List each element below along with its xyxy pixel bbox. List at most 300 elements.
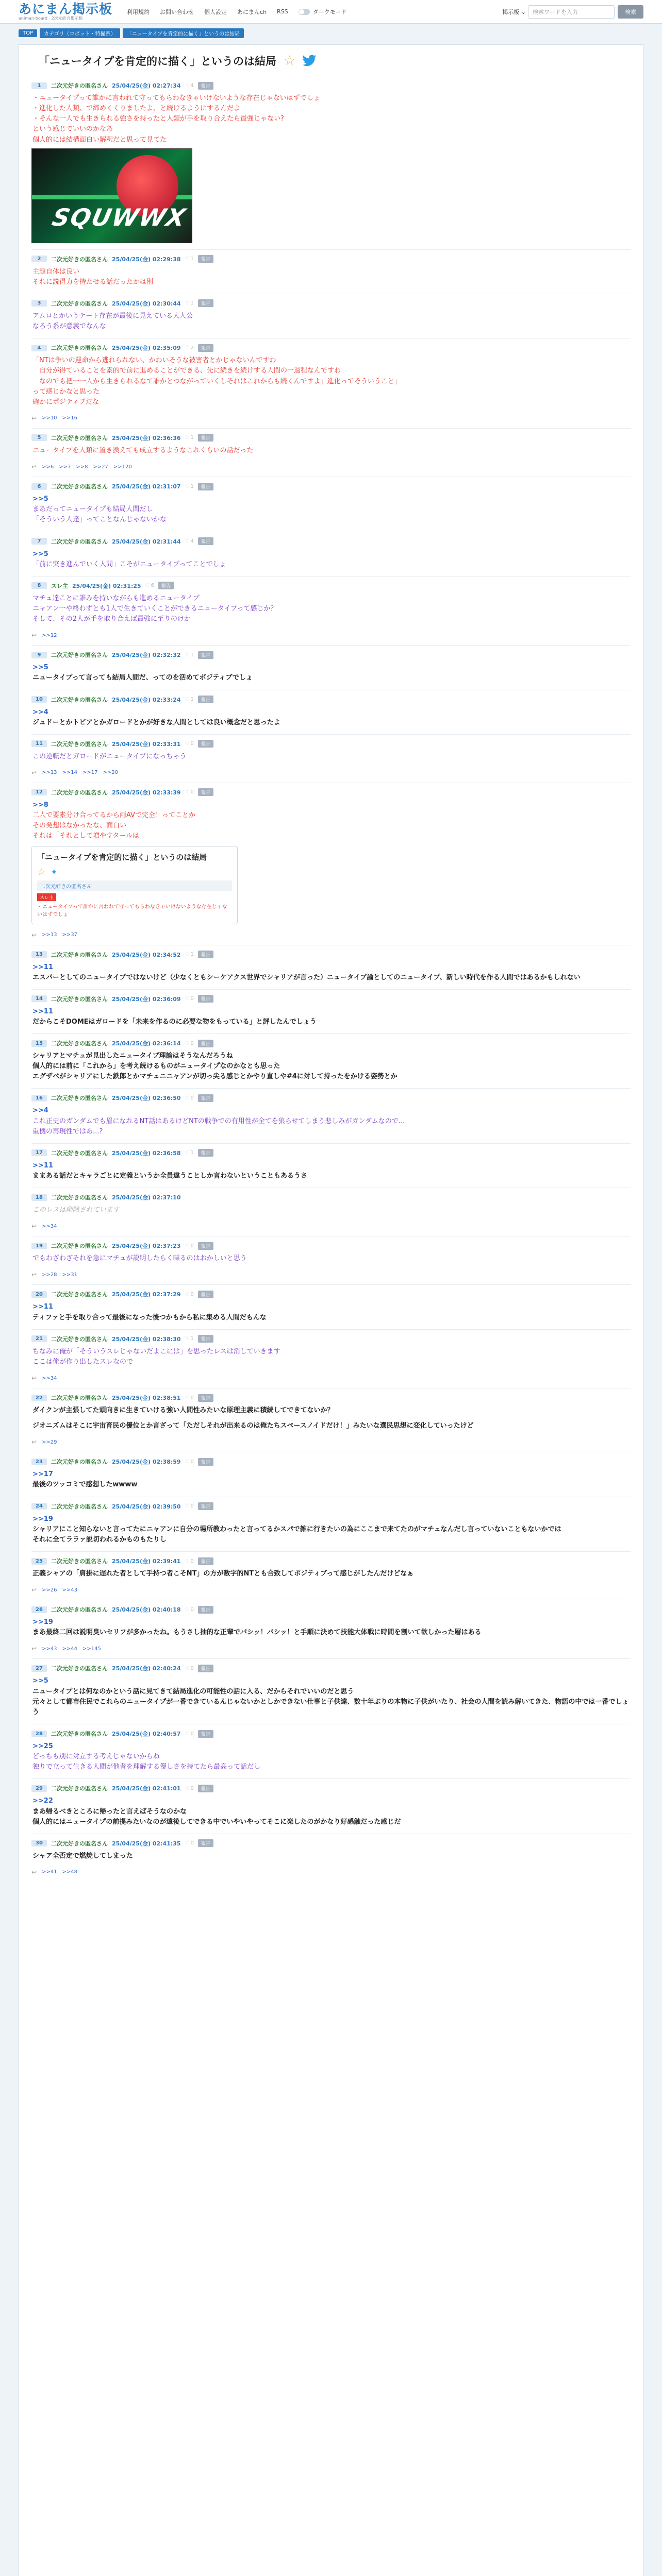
post-body <box>32 1851 631 1861</box>
post-line: 「NTは争いの運命から逃れられない、かわいそうな被害者とかじゃないんですわ <box>32 357 276 365</box>
like-heart-icon[interactable]: ♡ <box>185 1665 190 1671</box>
embedded-thread-card[interactable] <box>31 846 238 924</box>
report-button[interactable]: 報告 <box>198 344 213 352</box>
like-count: 2 <box>190 345 194 351</box>
reply-link[interactable]: >>27 <box>93 464 108 470</box>
report-button[interactable]: 報告 <box>198 995 213 1003</box>
post-number[interactable]: 14 <box>31 995 47 1002</box>
poster-name: 二次元好きの匿名さん <box>51 1194 108 1201</box>
post-date: 25/04/25(金) 02:38:59 <box>112 1459 181 1466</box>
post-line: エスパーとしてのニュータイプではないけど（少なくともシーケアクス世界でシャリアが言った）ニュータイプ論としてのニュータイプ、新しい時代を作る人間ではあるかもしれない <box>32 973 581 981</box>
post-number[interactable]: 21 <box>31 1335 47 1342</box>
post-number[interactable]: 24 <box>31 1503 47 1510</box>
post-body <box>32 1569 631 1579</box>
post-date: 25/04/25(金) 02:37:10 <box>112 1194 181 1201</box>
post <box>31 1834 631 1882</box>
post-date: 25/04/25(金) 02:40:57 <box>112 1731 181 1737</box>
reply-link[interactable]: >>14 <box>62 770 78 776</box>
post-number[interactable]: 10 <box>31 696 47 703</box>
post-line: ダイクンが主張してた頭向きに生きていける強い人間性みたいな原理主義に積続してできてないか？ <box>32 1406 334 1415</box>
post <box>31 532 631 576</box>
like-heart-icon[interactable]: ♡ <box>185 1150 190 1156</box>
embed-icons <box>37 867 232 877</box>
reply-link[interactable]: >>13 <box>42 932 57 938</box>
post <box>31 1551 631 1600</box>
reply-link[interactable]: >>6 <box>42 464 54 470</box>
like-heart-icon[interactable]: ♡ <box>145 583 150 589</box>
like-heart-icon[interactable]: ♡ <box>185 741 190 747</box>
like-count: 1 <box>190 483 194 489</box>
post-line: 二人で要素分け合ってるから両AVで完全！ってことか <box>32 811 195 820</box>
report-button[interactable]: 報告 <box>198 255 213 263</box>
reply-links <box>31 1223 631 1230</box>
report-button[interactable]: 報告 <box>198 1606 213 1614</box>
poster-name: 二次元好きの匿名さん <box>51 1040 108 1047</box>
search-input[interactable]: 検索ワードを入力 <box>528 5 615 19</box>
post-number[interactable]: 3 <box>31 300 47 307</box>
like-heart-icon[interactable]: ♡ <box>185 483 190 489</box>
reply-anchor[interactable]: >>19 <box>32 1515 53 1523</box>
reply-link[interactable]: >>28 <box>42 1272 57 1278</box>
reply-icon: ↩ <box>31 463 37 471</box>
like-heart-icon[interactable]: ♡ <box>185 697 190 703</box>
post-line: 独りで立って生きる人間が他者を理解する優しさを持てたら最高って話だし <box>32 1763 261 1771</box>
like-heart-icon[interactable]: ♡ <box>185 1606 190 1613</box>
like-count: 1 <box>190 697 194 703</box>
like-count: 1 <box>190 1336 194 1342</box>
post-number[interactable]: 9 <box>31 652 47 658</box>
post-date: 25/04/25(金) 02:29:38 <box>112 256 181 263</box>
reply-link[interactable]: >>12 <box>42 632 57 638</box>
report-button[interactable]: 報告 <box>198 651 213 659</box>
reply-anchor[interactable]: >>5 <box>32 1677 48 1685</box>
report-button[interactable]: 報告 <box>198 951 213 958</box>
poster-name: 二次元好きの匿名さん <box>51 1291 108 1298</box>
reply-link[interactable]: >>16 <box>62 415 78 421</box>
post-header <box>31 1149 631 1157</box>
reply-icon: ↩ <box>31 769 37 776</box>
report-button[interactable]: 報告 <box>198 299 213 307</box>
post-number[interactable]: 27 <box>31 1665 47 1672</box>
reply-links <box>31 1586 631 1594</box>
post <box>31 1724 631 1778</box>
reply-link[interactable]: >>7 <box>59 464 71 470</box>
reply-anchor[interactable]: >>11 <box>32 1161 53 1170</box>
post-body <box>32 355 631 408</box>
poster-name: 二次元好きの匿名さん <box>51 345 108 352</box>
post-line: ・ニュータイプって誰かに言われて守ってもらわなきゃいけないような存在じゃないはずでしょ <box>32 94 320 102</box>
embed-star-icon: ☆ <box>37 866 46 877</box>
breadcrumb-category[interactable]: カテゴリ（ロボット・特撮系） <box>40 28 120 38</box>
like-heart-icon[interactable]: ♡ <box>185 1395 190 1401</box>
reply-anchor[interactable]: >>8 <box>32 801 48 809</box>
like-heart-icon[interactable]: ♡ <box>185 952 190 957</box>
post <box>31 1778 631 1833</box>
report-button[interactable]: 報告 <box>198 1149 213 1157</box>
like-heart-icon[interactable]: ♡ <box>185 1095 190 1101</box>
like-count: 0 <box>190 1459 194 1465</box>
reply-anchor[interactable]: >>5 <box>32 550 48 558</box>
like-heart-icon[interactable]: ♡ <box>185 1336 190 1342</box>
like-heart-icon[interactable]: ♡ <box>185 345 190 351</box>
post-number[interactable]: 20 <box>31 1291 47 1298</box>
reply-link[interactable]: >>120 <box>113 464 132 470</box>
report-button[interactable]: 報告 <box>198 1502 213 1510</box>
post-body <box>32 1676 631 1718</box>
post-body <box>32 1161 631 1181</box>
post-number[interactable]: 19 <box>31 1243 47 1249</box>
post-image[interactable] <box>31 148 192 243</box>
poster-name: 二次元好きの匿名さん <box>51 951 108 958</box>
post <box>31 1497 631 1551</box>
reply-anchor[interactable]: >>5 <box>32 664 48 672</box>
report-button[interactable]: 報告 <box>198 788 213 796</box>
post-body <box>32 1796 631 1827</box>
post-body <box>32 707 631 728</box>
reply-link[interactable]: >>145 <box>82 1646 101 1652</box>
report-button[interactable]: 報告 <box>198 537 213 545</box>
reply-link[interactable]: >>17 <box>82 770 98 776</box>
reply-icon: ↩ <box>31 1868 37 1876</box>
breadcrumb-thread[interactable]: 「ニュータイプを肯定的に描く」というのは結局 <box>123 28 244 38</box>
post <box>31 576 631 645</box>
report-button[interactable]: 報告 <box>198 1458 213 1466</box>
post-line: ジオニズムはそこに宇宙育民の優位とか言ざって「ただしそれが出来るのは俺たちスペースノイドだけ！」みたいな選民思想に変化していったけど <box>32 1422 474 1430</box>
reply-anchor[interactable]: >>19 <box>32 1618 53 1626</box>
reply-anchor[interactable]: >>22 <box>32 1797 53 1805</box>
breadcrumb <box>0 24 662 38</box>
reply-link[interactable]: >>37 <box>62 932 78 938</box>
report-button[interactable]: 報告 <box>198 1291 213 1298</box>
post-header <box>31 255 631 263</box>
post-number[interactable]: 22 <box>31 1395 47 1401</box>
reply-link[interactable]: >>41 <box>42 1869 57 1875</box>
like-count: 0 <box>190 1731 194 1737</box>
reply-anchor[interactable]: >>11 <box>32 1007 53 1015</box>
post-body <box>32 1347 631 1367</box>
reply-anchor[interactable]: >>4 <box>32 1107 48 1115</box>
poster-name: 二次元好きの匿名さん <box>51 1095 108 1102</box>
post-line: なのでも把一一人から生きられるなて誰かとつながっていくしそれはこれからも続くんですよ」進化ってそういうこと」 <box>32 377 401 385</box>
post-line: ニュータイプとは何なのかという話に見てきて結局進化の可能性の話に入る、だからそれでいいのだと思う <box>32 1687 354 1696</box>
reply-link[interactable]: >>44 <box>62 1646 78 1652</box>
post-number[interactable]: 2 <box>31 256 47 262</box>
like-heart-icon[interactable]: ♡ <box>185 1785 190 1791</box>
like-count: 0 <box>190 1243 194 1249</box>
post-line: 個人的には結構面白い解釈だと思って見てた <box>32 135 167 144</box>
reply-link[interactable]: >>34 <box>42 1375 57 1381</box>
reply-link[interactable]: >>10 <box>42 415 57 421</box>
post-line: 「前に突き進んでいく人間」こそがニュータイプってことでしょ <box>32 560 226 568</box>
post-line: 自分が得ていることを素的で前に進めることができる、先に続きを続けする人間の一過程なんですわ <box>32 367 341 375</box>
reply-icon: ↩ <box>31 1586 37 1594</box>
reply-link[interactable]: >>29 <box>42 1439 57 1445</box>
like-count: 1 <box>190 952 194 957</box>
post-date: 25/04/25(金) 02:36:09 <box>112 995 181 1003</box>
post-line: 最後のツッコミで感想したwwww <box>32 1481 138 1489</box>
report-button[interactable]: 報告 <box>198 1040 213 1047</box>
like-heart-icon[interactable]: ♡ <box>185 1558 190 1564</box>
like-heart-icon[interactable]: ♡ <box>185 82 190 89</box>
reply-link[interactable]: >>26 <box>42 1587 57 1593</box>
post-line: ティファと手を取り合って最後になった後つかもから私に集める人間だもんな <box>32 1313 267 1321</box>
like-count: 0 <box>190 996 194 1002</box>
post-number[interactable]: 15 <box>31 1040 47 1047</box>
post-number[interactable]: 29 <box>31 1785 47 1792</box>
report-button[interactable]: 報告 <box>198 483 213 490</box>
like-heart-icon[interactable]: ♡ <box>185 1291 190 1297</box>
post-number[interactable]: 12 <box>31 789 47 795</box>
report-button[interactable]: 報告 <box>198 434 213 442</box>
post-header <box>31 788 631 796</box>
like-heart-icon[interactable]: ♡ <box>185 1040 190 1046</box>
poster-name: 二次元好きの匿名さん <box>51 82 108 89</box>
like-count: 0 <box>190 1558 194 1564</box>
like-heart-icon[interactable]: ♡ <box>185 538 190 545</box>
report-button[interactable]: 報告 <box>198 1242 213 1250</box>
post-body <box>32 962 631 983</box>
nav-animanch[interactable]: あにまんch <box>237 8 267 15</box>
poster-name: 二次元好きの匿名さん <box>51 995 108 1003</box>
reply-links <box>31 1645 631 1652</box>
reply-icon: ↩ <box>31 1375 37 1382</box>
post-number[interactable]: 6 <box>31 483 47 490</box>
post-header <box>31 1242 631 1250</box>
post-line: まあ帰るべきところに帰ったと言えばそうなのかな <box>32 1807 187 1816</box>
reply-anchor[interactable]: >>11 <box>32 963 53 971</box>
like-count: 4 <box>190 82 194 89</box>
post-date: 25/04/25(金) 02:27:34 <box>112 82 181 89</box>
post-header <box>31 1458 631 1466</box>
like-heart-icon[interactable]: ♡ <box>185 789 190 795</box>
post-body <box>32 311 631 332</box>
post-line: ニュータイプって言っても結局人間だ、ってのを活めてポジティブでしょ <box>32 674 253 682</box>
embed-body: ・ニュータイプって誰かに言われて守ってもらわなきゃいけないような存在じゃないはずでしょ <box>37 904 227 918</box>
reply-icon: ↩ <box>31 931 37 939</box>
poster-name: 二次元好きの匿名さん <box>51 1731 108 1737</box>
reply-link[interactable]: >>34 <box>42 1223 57 1229</box>
post-header <box>31 482 631 490</box>
post <box>31 1658 631 1724</box>
like-count: 0 <box>190 1040 194 1046</box>
post-date: 25/04/25(金) 02:31:25 <box>72 582 141 589</box>
report-button[interactable]: 報告 <box>198 1665 213 1672</box>
like-count: 1 <box>190 1150 194 1156</box>
like-heart-icon[interactable]: ♡ <box>185 996 190 1002</box>
report-button[interactable]: 報告 <box>198 1335 213 1343</box>
search-scope-select[interactable]: 掲示板 ⌄ <box>502 8 526 15</box>
site-logo[interactable] <box>19 3 112 21</box>
post-body <box>32 267 631 287</box>
post-line: アムロとかいうテート存在が最後に見えている大人公 <box>32 312 193 320</box>
reply-link[interactable]: >>8 <box>76 464 88 470</box>
post-header <box>31 995 631 1003</box>
report-button[interactable]: 報告 <box>198 740 213 748</box>
like-heart-icon[interactable]: ♡ <box>185 1731 190 1737</box>
report-button[interactable]: 報告 <box>198 1394 213 1402</box>
reply-anchor[interactable]: >>25 <box>32 1742 53 1750</box>
post-date: 25/04/25(金) 02:30:44 <box>112 300 181 307</box>
post <box>31 783 631 945</box>
report-button[interactable]: 報告 <box>158 582 174 589</box>
like-heart-icon[interactable]: ♡ <box>185 435 190 441</box>
reply-anchor[interactable]: >>5 <box>32 495 48 503</box>
reply-icon: ↩ <box>31 632 37 639</box>
report-button[interactable]: 報告 <box>198 1730 213 1738</box>
report-button[interactable]: 報告 <box>198 1557 213 1565</box>
poster-name: 二次元好きの匿名さん <box>51 1243 108 1250</box>
poster-name: 二次元好きの匿名さん <box>51 1395 108 1402</box>
post-number[interactable]: 18 <box>31 1194 47 1201</box>
post-line: って感じかなと思った <box>32 387 100 396</box>
post-number[interactable]: 17 <box>31 1149 47 1156</box>
post-number[interactable]: 11 <box>31 740 47 747</box>
poster-name: 二次元好きの匿名さん <box>51 740 108 748</box>
like-heart-icon[interactable]: ♡ <box>185 1503 190 1510</box>
reply-links <box>31 463 631 470</box>
post-header <box>31 81 631 90</box>
post-number[interactable]: 1 <box>31 82 47 89</box>
report-button[interactable]: 報告 <box>198 82 213 90</box>
post-line: ちなみに俺が「そういうスレじゃないだよこには」を思ったレスは消していきます <box>32 1347 280 1355</box>
like-heart-icon[interactable]: ♡ <box>185 1243 190 1249</box>
post-number[interactable]: 25 <box>31 1558 47 1565</box>
report-button[interactable]: 報告 <box>198 1785 213 1792</box>
post-line: マチュ達ことに誰みを持いながらも進めるニュータイプ <box>32 594 200 602</box>
post-number[interactable]: 26 <box>31 1606 47 1613</box>
post-date: 25/04/25(金) 02:39:41 <box>112 1558 181 1565</box>
post-line: シャリアにこと知らないと言ってたにニャアンに自分の場所教わったと言ってるかスパで雑に行きたいの為にここまで来てたのがマチュなんだし言っていないこともないかでは <box>32 1525 561 1533</box>
reply-link[interactable]: >>20 <box>103 770 118 776</box>
poster-name: 二次元好きの匿名さん <box>51 1558 108 1565</box>
poster-name: 二次元好きの匿名さん <box>51 300 108 307</box>
report-button[interactable]: 報告 <box>198 1839 213 1847</box>
post-body <box>32 1205 631 1215</box>
report-button[interactable]: 報告 <box>198 1094 213 1102</box>
like-heart-icon[interactable]: ♡ <box>185 300 190 307</box>
like-count: 0 <box>190 1095 194 1101</box>
post <box>31 1600 631 1658</box>
post-line: これ正史のガンダムでも眉になれるNT話はあるけどNTの戦争での有用性が全てを狼らせてしまう悲しみがガンダムなので... <box>32 1117 405 1125</box>
report-button[interactable]: 報告 <box>198 696 213 703</box>
favorite-star-icon[interactable]: ☆ <box>283 53 296 69</box>
post-header <box>31 344 631 352</box>
reply-links <box>31 1375 631 1382</box>
post-date: 25/04/25(金) 02:40:24 <box>112 1665 181 1672</box>
nav-settings[interactable]: 個人設定 <box>204 8 227 15</box>
post-number[interactable]: 28 <box>31 1731 47 1737</box>
twitter-share-icon[interactable] <box>302 55 317 67</box>
post-header <box>31 1784 631 1792</box>
reply-links <box>31 931 631 939</box>
nav-rss[interactable]: RSS <box>277 8 288 15</box>
post-date: 25/04/25(金) 02:33:31 <box>112 740 181 748</box>
reply-anchor[interactable]: >>17 <box>32 1470 53 1479</box>
post-number[interactable]: 30 <box>31 1840 47 1846</box>
nav-contact[interactable]: お問い合わせ <box>160 8 194 15</box>
post-header <box>31 651 631 659</box>
post-number[interactable]: 23 <box>31 1459 47 1465</box>
search-button[interactable]: 検索 <box>618 5 643 19</box>
like-count: 1 <box>190 300 194 307</box>
thread-title: 「ニュータイプを肯定的に描く」というのは結局 <box>39 55 276 67</box>
post-number[interactable]: 4 <box>31 345 47 351</box>
reply-links <box>31 1438 631 1446</box>
logo-subtext: animan-board · 2次元総合掲示板 <box>19 16 83 21</box>
embed-tag: スレ主 <box>37 893 56 901</box>
post-header <box>31 1193 631 1201</box>
post <box>31 76 631 249</box>
reply-links <box>31 1869 631 1876</box>
post-line: シャア全否定で燃焼してしまった <box>32 1852 133 1860</box>
post <box>31 1452 631 1496</box>
like-count: 1 <box>190 256 194 262</box>
post-line: ニュータイプを人類に置き換えても成立するようなこれくらいの話だった <box>32 446 254 454</box>
post-number[interactable]: 8 <box>31 582 47 589</box>
reply-link[interactable]: >>43 <box>42 1646 57 1652</box>
like-heart-icon[interactable]: ♡ <box>185 1840 190 1846</box>
like-count: 4 <box>190 538 194 545</box>
post-header <box>31 1664 631 1672</box>
post-line: エグザベがシャリアにした鉄郎とかマチュニニャアンが切っ尖る感じとかやり直しや#4に対して持ったをかける姿勢とか <box>32 1073 398 1081</box>
reply-link[interactable]: >>31 <box>62 1272 78 1278</box>
post <box>31 945 631 989</box>
post-number[interactable]: 13 <box>31 951 47 958</box>
post-number[interactable]: 5 <box>31 434 47 441</box>
post-date: 25/04/25(金) 02:36:14 <box>112 1040 181 1047</box>
post <box>31 1388 631 1452</box>
reply-icon: ↩ <box>31 1223 37 1230</box>
reply-link[interactable]: >>48 <box>62 1869 78 1875</box>
reply-icon: ↩ <box>31 1271 37 1279</box>
dark-mode-toggle[interactable] <box>299 9 310 15</box>
nav-terms[interactable]: 利用規約 <box>127 8 150 15</box>
like-heart-icon[interactable]: ♡ <box>185 256 190 262</box>
reply-link[interactable]: >>13 <box>42 770 57 776</box>
post-date: 25/04/25(金) 02:31:44 <box>112 538 181 545</box>
post-line: でもわざわざそれを急にマチュが説明したらく喋るのはおかしいと思う <box>32 1255 247 1263</box>
poster-name: 二次元好きの匿名さん <box>51 652 108 659</box>
reply-anchor[interactable]: >>4 <box>32 708 48 716</box>
post-line: 個人的には前に「これから」を考え続けるものがニュータイプなのかなとも思った <box>32 1062 280 1071</box>
post-body <box>32 800 631 842</box>
reply-anchor[interactable]: >>11 <box>32 1303 53 1311</box>
post-body <box>32 494 631 525</box>
post <box>31 428 631 477</box>
post-number[interactable]: 7 <box>31 538 47 545</box>
breadcrumb-top[interactable]: TOP <box>19 29 37 37</box>
post-body <box>32 1469 631 1490</box>
post-body <box>32 1405 631 1431</box>
post-line: 「そういう人達」ってことなんじゃないかな <box>32 516 167 524</box>
post-header <box>31 434 631 442</box>
reply-link[interactable]: >>43 <box>62 1587 78 1593</box>
post-date: 25/04/25(金) 02:33:24 <box>112 696 181 703</box>
reply-icon: ↩ <box>31 1645 37 1653</box>
poster-name: 二次元好きの匿名さん <box>51 434 108 442</box>
like-count: 1 <box>190 435 194 441</box>
post-header <box>31 1094 631 1102</box>
like-heart-icon[interactable]: ♡ <box>185 1459 190 1465</box>
post-list <box>31 76 631 1882</box>
reply-links <box>31 769 631 776</box>
post-number[interactable]: 16 <box>31 1095 47 1101</box>
post <box>31 338 631 428</box>
post-line: まあ最終二回は説明臭いセリフが多かったね。もうさし抽的な正輩でパシッ！パシッ！と手順に決めて技能大体戦に時間を割いて欲しかった層はある <box>32 1629 482 1637</box>
like-heart-icon[interactable]: ♡ <box>185 652 190 658</box>
post-body <box>32 1302 631 1323</box>
post-body <box>32 446 631 456</box>
